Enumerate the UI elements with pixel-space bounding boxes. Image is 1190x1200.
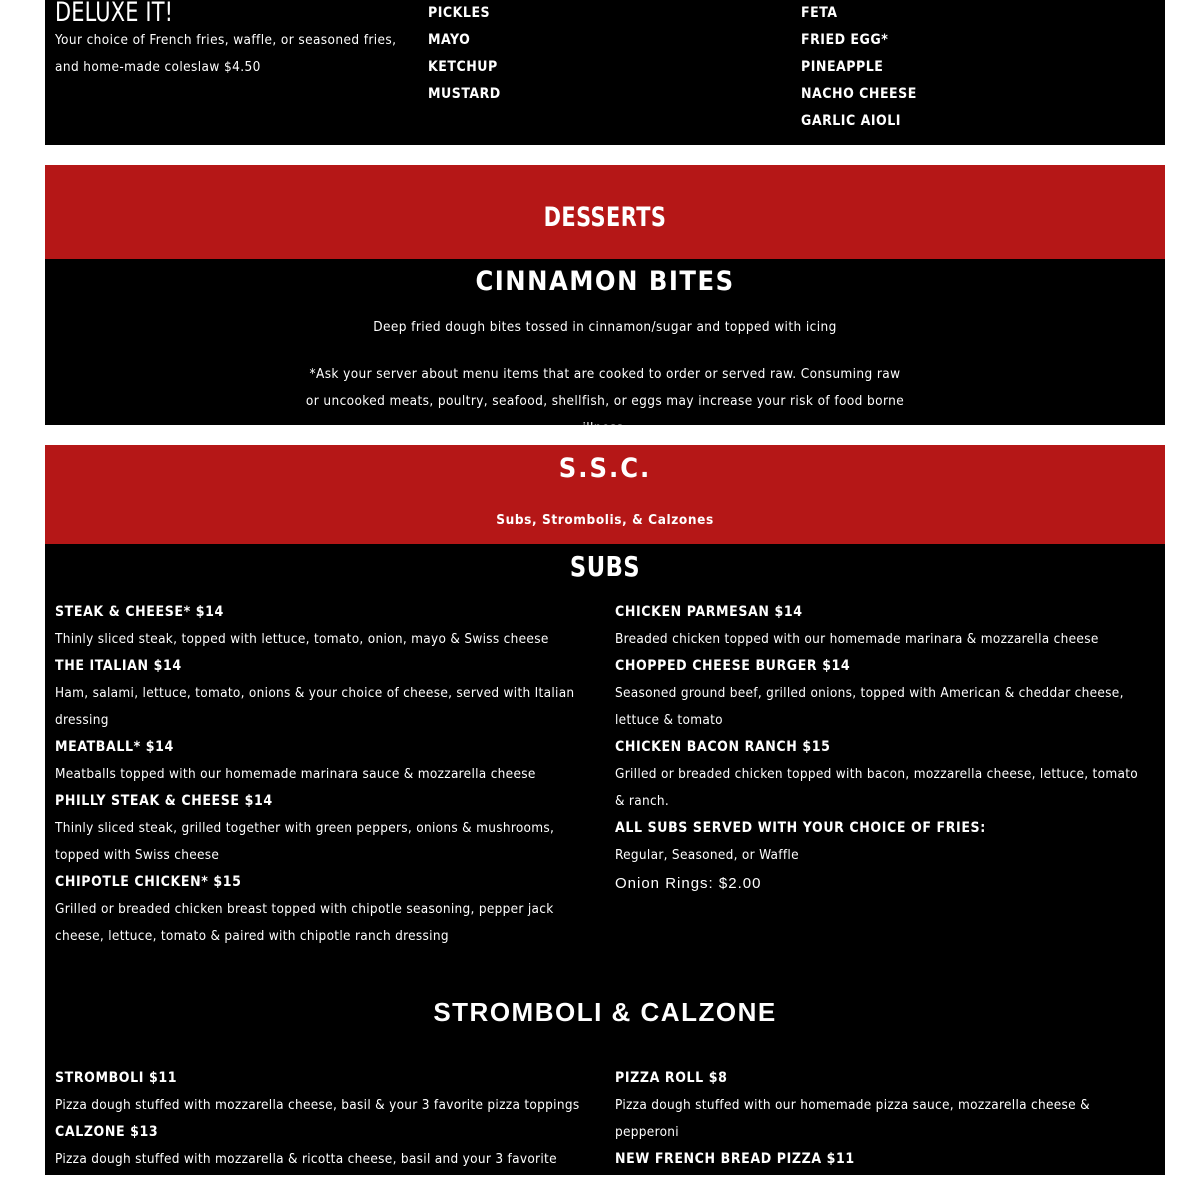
menu-item-name: THE ITALIAN $14 <box>55 658 182 674</box>
menu-item-name: CALZONE $13 <box>55 1124 159 1140</box>
topping-item: FRIED EGG* <box>801 32 889 48</box>
stromboli-calzone-heading: STROMBOLI & CALZONE <box>433 997 777 1027</box>
menu-item-description: Thinly sliced steak, grilled together with green peppers, onions & mushrooms, topped with Swiss cheese <box>55 820 555 863</box>
deluxe-description: Your choice of French fries, waffle, or seasoned fries, and home-made coleslaw $4.50 <box>55 32 397 75</box>
topping-item: PICKLES <box>428 5 491 21</box>
cinnamon-bites-title: CINNAMON BITES <box>475 266 735 297</box>
menu-item-name: CHICKEN BACON RANCH $15 <box>615 739 831 755</box>
menu-item-name: NEW FRENCH BREAD PIZZA $11 <box>615 1151 855 1167</box>
menu-item-description: Thinly sliced steak, topped with lettuce, tomato, onion, mayo & Swiss cheese <box>55 631 549 647</box>
toppings-column-1 <box>428 0 501 108</box>
topping-item: MUSTARD <box>428 86 501 102</box>
deluxe-title: DELUXE IT! <box>55 0 174 28</box>
topping-item: FETA <box>801 5 838 21</box>
menu-item-description: Pizza dough stuffed with mozzarella cheese, basil & your 3 favorite pizza toppings <box>55 1097 580 1113</box>
menu-item-description: Breaded chicken topped with our homemade marinara & mozzarella cheese <box>615 631 1099 647</box>
fries-note-heading: ALL SUBS SERVED WITH YOUR CHOICE OF FRIES: <box>615 820 986 836</box>
desserts-header <box>45 165 1165 259</box>
menu-item-description: Grilled or breaded chicken breast topped with chipotle seasoning, pepper jack cheese, lettuce, tomato & paired with chipotle ranch dressing <box>55 901 554 944</box>
subs-heading: SUBS <box>569 550 641 583</box>
deluxe-section <box>45 0 1165 145</box>
subs-left-column <box>55 599 590 950</box>
menu-item-description: Meatballs topped with our homemade marinara sauce & mozzarella cheese <box>55 766 536 782</box>
menu-item-name: PIZZA ROLL $8 <box>615 1070 728 1086</box>
ssc-title: S.S.C. <box>558 453 652 484</box>
cinnamon-bites-description: Deep fried dough bites tossed in cinnamon/sugar and topped with icing <box>373 319 837 335</box>
menu-item-name: CHOPPED CHEESE BURGER $14 <box>615 658 851 674</box>
menu-item-description: 2 slices of French bread pizza with 3 of your favorite toppings <box>615 1178 1009 1194</box>
subs-right-column <box>615 599 1150 899</box>
menu-item-name: MEATBALL* $14 <box>55 739 174 755</box>
menu-item-description: Pizza dough stuffed with our homemade pizza sauce, mozzarella cheese & pepperoni <box>615 1097 1090 1140</box>
food-safety-notice: *Ask your server about menu items that are cooked to order or served raw. Consuming raw or uncooked meats, poultry, seafood, shellfish, or eggs may increase your risk of food borne illness. <box>305 366 905 436</box>
menu-item-name: CHICKEN PARMESAN $14 <box>615 604 803 620</box>
stromboli-right-column <box>615 1065 1150 1200</box>
topping-item: NACHO CHEESE <box>801 86 917 102</box>
ssc-subtitle: Subs, Strombolis, & Calzones <box>496 512 714 528</box>
menu-item-name: PHILLY STEAK & CHEESE $14 <box>55 793 273 809</box>
fries-options: Regular, Seasoned, or Waffle <box>615 847 799 863</box>
ssc-header <box>45 445 1165 544</box>
topping-item: KETCHUP <box>428 59 498 75</box>
stromboli-left-column <box>55 1065 590 1200</box>
menu-item-name: CHIPOTLE CHICKEN* $15 <box>55 874 242 890</box>
menu-item-description: Pizza dough stuffed with mozzarella & ricotta cheese, basil and your 3 favorite pizza toppings <box>55 1151 557 1194</box>
menu-item-description: Seasoned ground beef, grilled onions, topped with American & cheddar cheese, lettuce & tomato <box>615 685 1124 728</box>
topping-item: PINEAPPLE <box>801 59 884 75</box>
menu-item-name: STEAK & CHEESE* $14 <box>55 604 224 620</box>
menu-item-description: Ham, salami, lettuce, tomato, onions & your choice of cheese, served with Italian dressing <box>55 685 575 728</box>
desserts-body <box>45 259 1165 436</box>
subs-section <box>45 544 1165 1194</box>
menu-item-name: STROMBOLI $11 <box>55 1070 178 1086</box>
desserts-heading: DESSERTS <box>543 202 667 233</box>
toppings-column-2 <box>801 0 917 135</box>
topping-item: GARLIC AIOLI <box>801 113 901 129</box>
topping-item: MAYO <box>428 32 471 48</box>
onion-rings-price: Onion Rings: $2.00 <box>615 875 762 892</box>
menu-item-description: Grilled or breaded chicken topped with bacon, mozzarella cheese, lettuce, tomato & ranch. <box>615 766 1138 809</box>
